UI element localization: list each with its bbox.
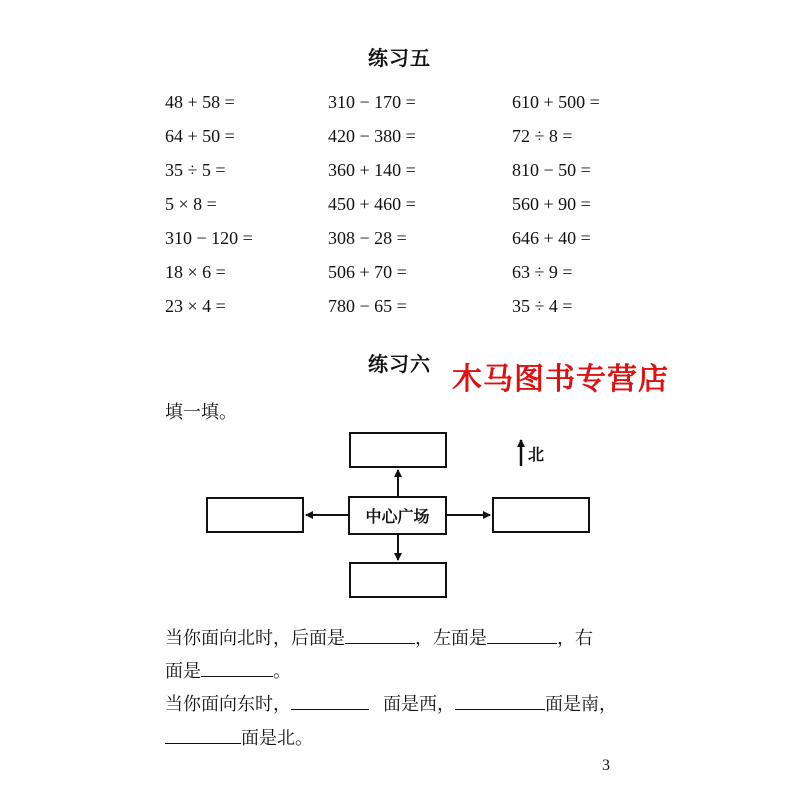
problem-item: 64 + 50 =: [165, 126, 235, 146]
q1-text-5: 。: [273, 661, 291, 682]
question-1-line-1: [165, 624, 593, 650]
center-plaza-box: 中心广场: [348, 496, 447, 535]
problem-item: 35 ÷ 5 =: [165, 160, 226, 180]
problem-item: 360 + 140 =: [328, 160, 416, 180]
problem-item: 810 − 50 =: [512, 160, 591, 180]
answer-blank[interactable]: [201, 658, 273, 677]
q1-text-1: 当你面向北时，后面是: [165, 628, 345, 649]
problem-item: 310 − 120 =: [165, 228, 253, 248]
q1-text-2: ，左面是: [415, 628, 487, 649]
q1-text-3: ，右: [557, 628, 593, 649]
problem-item: 506 + 70 =: [328, 262, 407, 282]
question-2-line-1: [165, 690, 617, 716]
problem-item: 63 ÷ 9 =: [512, 262, 573, 282]
north-label: 北: [528, 445, 545, 464]
question-2-line-2: [165, 724, 313, 750]
q2-text-3: 面是南，: [545, 694, 617, 715]
q2-text-4: 面是北。: [241, 728, 313, 749]
exercise-5-title: 练习五: [368, 46, 431, 70]
answer-blank[interactable]: [455, 691, 545, 710]
problem-item: 420 − 380 =: [328, 126, 416, 146]
q2-text-2: 面是西，: [383, 694, 455, 715]
problem-item: 72 ÷ 8 =: [512, 126, 573, 146]
problem-item: 560 + 90 =: [512, 194, 591, 214]
answer-blank[interactable]: [291, 691, 369, 710]
answer-box-south[interactable]: [349, 562, 447, 598]
problem-item: 35 ÷ 4 =: [512, 296, 573, 316]
problem-item: 450 + 460 =: [328, 194, 416, 214]
exercise-6-title: 练习六: [368, 352, 431, 376]
problem-item: 610 + 500 =: [512, 92, 600, 112]
answer-blank[interactable]: [345, 625, 415, 644]
answer-blank[interactable]: [165, 725, 241, 744]
store-watermark: 木马图书专营店: [452, 362, 669, 397]
problem-item: 780 − 65 =: [328, 296, 407, 316]
problem-item: 646 + 40 =: [512, 228, 591, 248]
problem-item: 18 × 6 =: [165, 262, 226, 282]
problem-item: 310 − 170 =: [328, 92, 416, 112]
answer-blank[interactable]: [487, 625, 557, 644]
problem-item: 23 × 4 =: [165, 296, 226, 316]
problem-item: 5 × 8 =: [165, 194, 217, 214]
answer-box-west[interactable]: [206, 497, 304, 533]
q1-text-4: 面是: [165, 661, 201, 682]
problem-item: 48 + 58 =: [165, 92, 235, 112]
question-1-line-2: [165, 657, 291, 683]
answer-box-east[interactable]: [492, 497, 590, 533]
answer-box-north[interactable]: [349, 432, 447, 468]
page-number: 3: [602, 757, 610, 774]
q2-text-1: 当你面向东时，: [165, 694, 291, 715]
instruction-text: 填一填。: [165, 402, 237, 423]
problem-item: 308 − 28 =: [328, 228, 407, 248]
